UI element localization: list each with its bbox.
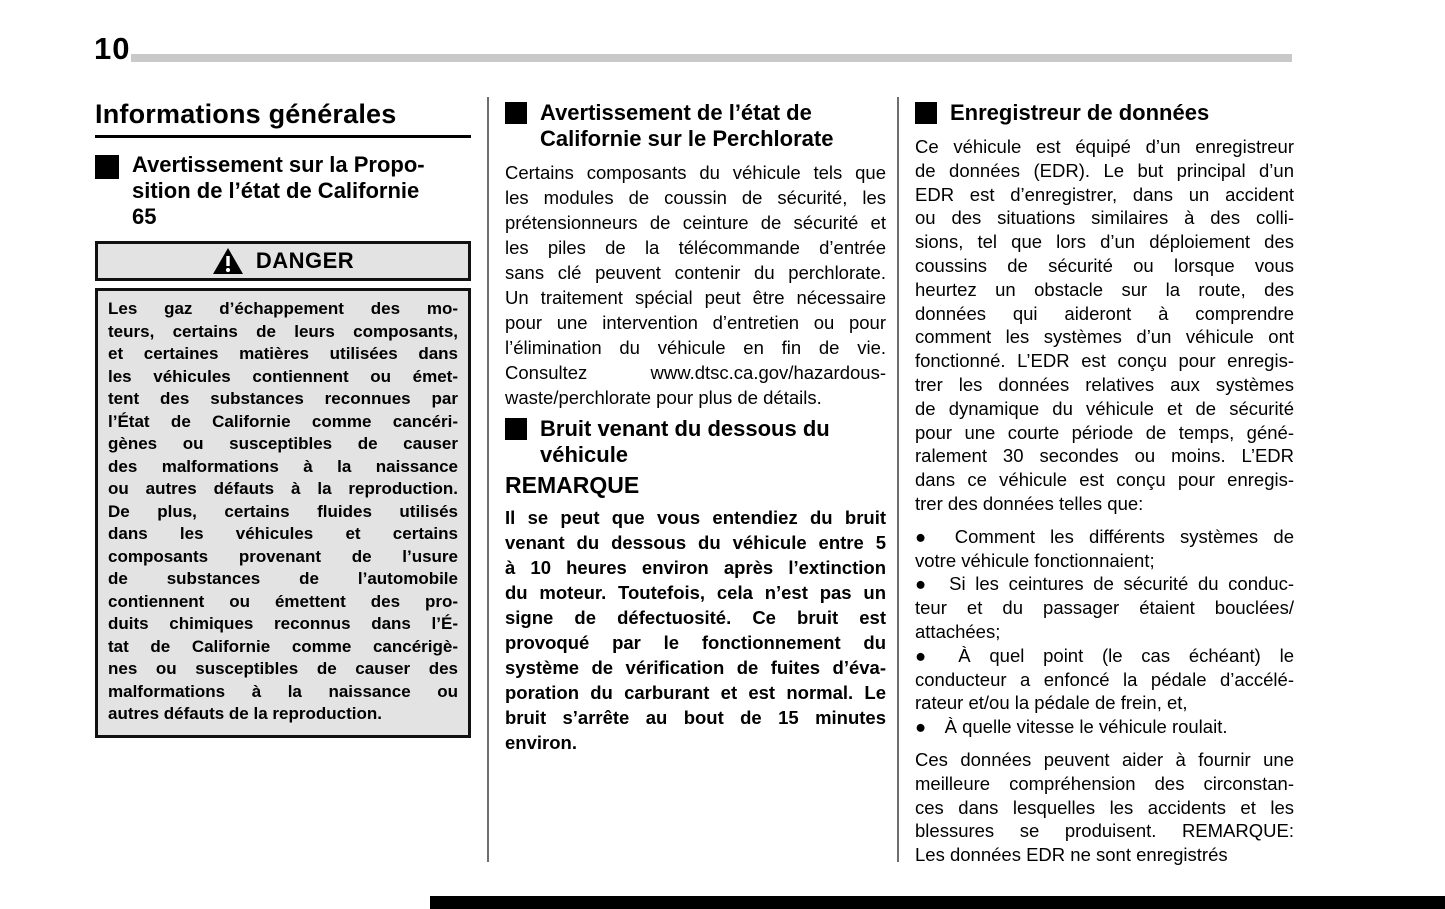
edr-bullet-item: ● Si les ceintures de sécurité du conduc- teur et du passager étaient bouclées/ attachées; — [915, 573, 1294, 642]
heading-prop65 — [95, 152, 471, 230]
black-square-marker-icon — [505, 102, 527, 124]
heading-perchlorate-text: Avertissement de l’état de Californie sur le Perchlorate — [540, 100, 834, 151]
edr-paragraph: Ce véhicule est équipé d’un enregistreur de données (EDR). Le but principal d’un EDR est d’enregistrer, dans un accident ou des situations similaires à des colli- sions, tel que lors d’un déploiement des coussins de sécurité ou lorsque vous heurtez un obstacle sur la route, des données qui aideront à comprendre comment les systèmes d’un véhicule ont fonctionné. L’EDR est conçu pour enregis- trer les données relatives aux systèmes de dynamique du véhicule et de sécurité pour une courte période de temps, géné- ralement 30 secondes ou moins. L’EDR dans ce véhicule est conçu pour enregis- trer des données telles que: — [915, 136, 1294, 514]
perchlorate-paragraph: Certains composants du véhicule tels que les modules de coussin de sécurité, les prétensionneurs de ceinture de sécurité et les piles de la télécommande d’entrée sans clé peuvent contenir du perchlorate. Un traitement spécial peut être nécessaire pour une intervention d’entretien ou pour l’élimination du véhicule en fin de vie. Consultez www.dtsc.ca.gov/hazardous- waste/perchlorate pour plus de détails. — [505, 162, 886, 408]
black-square-marker-icon — [915, 102, 937, 124]
note-label: REMARQUE — [505, 472, 640, 498]
column-divider-right — [897, 97, 899, 862]
left-column — [95, 100, 471, 738]
right-column — [915, 100, 1294, 867]
heading-edr — [915, 100, 1294, 126]
column-divider-left — [487, 97, 489, 862]
black-square-marker-icon — [95, 155, 119, 179]
edr-bullet-item: ● À quelle vitesse le véhicule roulait. — [915, 716, 1228, 738]
edr-bullet-list — [915, 525, 1294, 739]
heading-noise — [505, 416, 886, 468]
page-title: Informations générales — [95, 100, 471, 138]
note-paragraph: Il se peut que vous entendiez du bruit venant du dessous du véhicule entre 5 à 10 heures environ après l’extinction du moteur. Toutefois, cela n’est pas un signe de défectuosité. Ce bruit est provoqué par le fonctionnement du système de vérification de fuites d’éva- poration du carburant et est normal. Le bruit s’arrête au bout de 15 minutes environ. — [505, 507, 886, 753]
page-number: 10 — [94, 31, 131, 66]
danger-label: DANGER — [255, 248, 355, 273]
heading-perchlorate — [505, 100, 886, 152]
edr-bullet-item: ● À quel point (le cas échéant) le conducteur a enfoncé la pédale d’accélé- rateur et/ou la pédale de frein, et, — [915, 644, 1294, 714]
edr-bullet-item: ● Comment les différents systèmes de votre véhicule fonctionnaient; — [915, 525, 1294, 571]
heading-prop65-text: Avertissement sur la Propo- sition de l’état de Californie 65 — [132, 152, 425, 229]
black-square-marker-icon — [505, 418, 527, 440]
heading-noise-text: Bruit venant du dessous du véhicule — [540, 416, 830, 467]
warning-triangle-icon — [212, 247, 244, 275]
danger-banner — [95, 241, 471, 281]
heading-edr-text: Enregistreur de données — [950, 100, 1210, 125]
danger-box-text: Les gaz d’échappement des mo- teurs, certains de leurs composants, et certaines matières utilisées dans les véhicules contiennent ou émet- tent des substances reconnues par l’État de Californie comme cancéri- gènes ou susceptibles de causer des malformations à la naissance ou autres défauts à la reproduction. De plus, certains fluides utilisés dans les véhicules et certains composants provenant de l’usure de substances de l’automobile contiennent ou émettent des pro- duits chimiques reconnus dans l’É- tat de Californie comme cancérigè- nes ou susceptibles de causer des malformations à la naissance ou autres défauts de la reproduction. — [95, 288, 471, 738]
middle-column — [505, 100, 886, 755]
edr-closing-paragraph: Ces données peuvent aider à fournir une meilleure compréhension des circonstan- ces dans lesquelles les accidents et les blessures se produisent. REMARQUE: Les données EDR ne sont enregistrés — [915, 748, 1294, 866]
bottom-scan-bar — [430, 896, 1445, 909]
header-rule — [131, 54, 1292, 62]
